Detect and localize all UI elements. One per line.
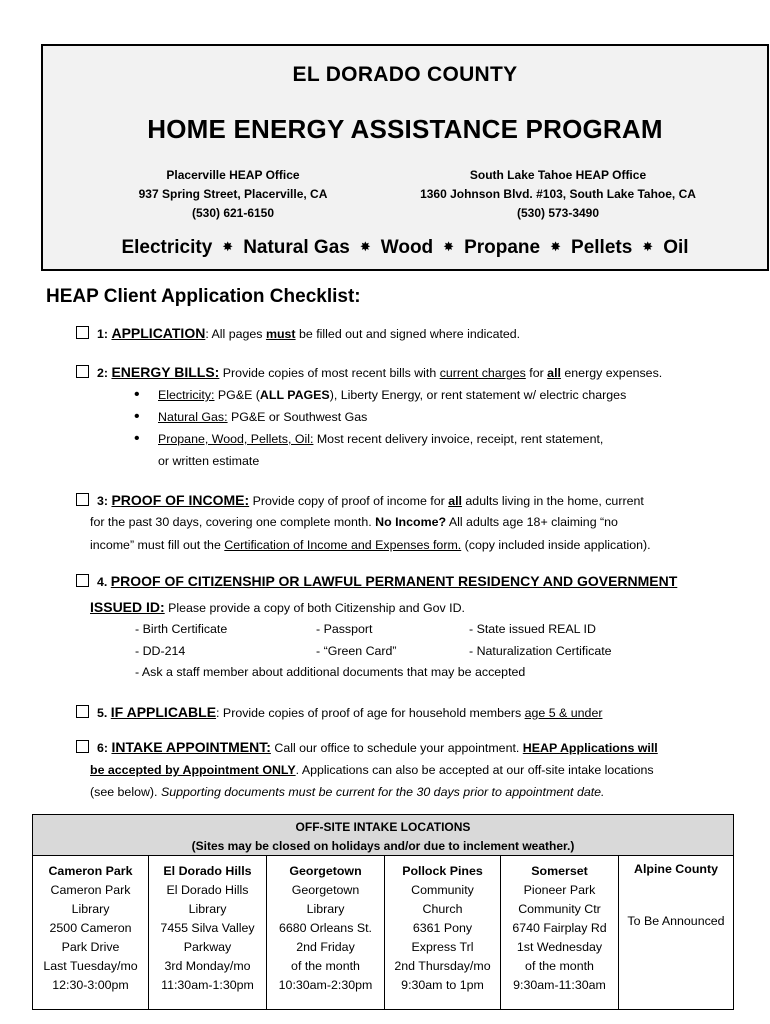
location-line: 6680 Orleans St. [279,921,372,935]
bullet-label: Electricity: [158,388,215,402]
item-number: 3: [97,494,112,508]
citizenship-line-2 [90,596,465,619]
energy-bills-list [140,384,626,472]
energy-type: Wood [380,237,434,258]
emphasis: be accepted by Appointment ONLY [90,763,296,777]
emphasis: all [448,494,462,508]
location-line: 2nd Friday [296,940,355,954]
item-text: be filled out and signed where indicated. [295,327,521,341]
intake-line-2 [90,759,654,781]
checkbox[interactable] [76,705,89,718]
item-number: 2: [97,366,112,380]
location-line: Park Drive [61,940,120,954]
table-subtitle: (Sites may be closed on holidays and/or due to inclement weather.) [191,839,575,853]
checklist-item-if-applicable [76,701,602,724]
list-item [140,428,626,472]
location-line: Last Tuesday/mo [43,959,138,973]
location-line: Community [411,883,474,897]
checklist-item-application [76,322,520,345]
south-lake-tahoe-office [398,166,718,223]
item-text: Provide copy of proof of income for [249,494,449,508]
energy-type: Electricity [121,237,213,258]
location-line: 3rd Monday/mo [164,959,251,973]
emphasis: ALL PAGES [259,388,330,402]
emphasis: current charges [439,366,526,380]
item-text: energy expenses. [560,366,663,380]
office-address: 937 Spring Street, Placerville, CA [138,187,328,201]
location-line: Library [71,902,110,916]
item-text: : All pages [205,327,266,341]
bullet-label: Natural Gas: [158,410,228,424]
location-line: Parkway [183,940,232,954]
location-line: Library [306,902,345,916]
document-type: - “Green Card” [316,643,397,658]
item-text: Provide copies of most recent bills with [219,366,440,380]
checkbox[interactable] [76,326,89,339]
item-text: : Provide copies of proof of age for household members [216,706,525,720]
energy-type: Propane [464,237,541,258]
location-line: El Dorado Hills [166,883,249,897]
location-line: 2nd Thursday/mo [394,959,491,973]
certification-form-link: Certification of Income and Expenses form. [224,538,462,552]
document-row [135,619,612,641]
emphasis: HEAP Applications will [522,741,658,755]
item-text: Please provide a copy of both Citizenship and Gov ID. [164,601,465,615]
location-line: 6361 Pony [412,921,473,935]
energy-types [43,237,767,259]
location-somerset [501,856,619,1009]
documents-note: - Ask a staff member about additional documents that may be accepted [135,665,526,679]
location-alpine-county [619,856,733,1009]
offsite-locations-table [32,814,734,1010]
office-phone: (530) 621-6150 [191,206,275,220]
checklist-item-proof-of-income [76,489,736,512]
item-text: for the past 30 days, covering one complete month. [90,515,376,529]
item-text: (copy included inside application). [461,538,651,552]
energy-type: Oil [663,237,689,258]
checkbox[interactable] [76,740,89,753]
county-name: EL DORADO COUNTY [292,63,518,86]
list-item [140,384,626,406]
emphasis: must [265,327,296,341]
location-line: Pioneer Park [523,883,596,897]
item-number: 4. [97,575,111,589]
bullet-text: PG&E ( [214,388,260,402]
placerville-office [113,166,353,223]
document-type: - State issued REAL ID [469,622,596,636]
location-line: 6740 Fairplay Rd [512,921,607,935]
item-text: adults living in the home, current [461,494,644,508]
location-line: 9:30am-11:30am [513,978,606,992]
item-text: (see below). [90,785,161,799]
bullet-separator-icon: ✸ [359,239,371,254]
document-type: - Birth Certificate [135,622,228,636]
bullet-separator-icon: ✸ [443,239,455,254]
bullet-text: PG&E or Southwest Gas [227,410,368,424]
location-line: Library [188,902,227,916]
document-type: - DD-214 [135,643,186,658]
location-line: Cameron Park [50,883,131,897]
location-line: 2500 Cameron [49,921,132,935]
location-line: 9:30am to 1pm [401,978,484,992]
location-line: 11:30am-1:30pm [161,978,254,992]
office-name: Placerville HEAP Office [166,168,300,182]
location-line: Georgetown [291,883,360,897]
citizenship-documents [135,619,612,684]
checkbox[interactable] [76,365,89,378]
item-heading: IF APPLICABLE [110,704,217,720]
location-name: Alpine County [634,862,718,876]
list-item [140,406,626,428]
location-line: Community Ctr [518,902,601,916]
checklist-item-intake-appointment [76,736,658,759]
item-text: Call our office to schedule your appointment. [270,741,523,755]
location-line: of the month [525,959,594,973]
location-name: El Dorado Hills [163,864,252,878]
item-number: 1: [97,327,112,341]
location-name: Pollock Pines [402,864,483,878]
italic-note: Supporting documents must be current for the 30 days prior to appointment date. [160,785,605,799]
emphasis: age 5 & under [524,706,603,720]
emphasis: all [547,366,561,380]
checklist-title: HEAP Client Application Checklist: [46,286,361,307]
location-line: of the month [291,959,360,973]
item-text: for [525,366,548,380]
intake-line-3 [90,781,605,803]
table-title: OFF-SITE INTAKE LOCATIONS [295,820,471,834]
item-number: 5. [97,706,111,720]
energy-type: Natural Gas [243,237,350,258]
bullet-separator-icon: ✸ [550,239,562,254]
location-line: Church [422,902,463,916]
location-name: Georgetown [289,864,362,878]
bullet-text: or written estimate [158,454,260,468]
location-name: Cameron Park [48,864,133,878]
table-header [32,814,734,856]
income-line-3 [90,534,651,556]
office-name: South Lake Tahoe HEAP Office [469,168,647,182]
location-name: Somerset [531,864,588,878]
item-heading: INTAKE APPOINTMENT: [111,739,271,755]
location-line: 1st Wednesday [516,940,603,954]
location-line: 10:30am-2:30pm [278,978,373,992]
checkbox[interactable] [76,493,89,506]
location-el-dorado-hills [149,856,267,1009]
office-phone: (530) 573-3490 [516,206,600,220]
item-number: 6: [97,741,112,755]
location-line: 7455 Silva Valley [160,921,255,935]
location-cameron-park [33,856,149,1009]
bullet-text: ), Liberty Energy, or rent statement w/ electric charges [329,388,627,402]
item-heading: APPLICATION [111,325,206,341]
document-type: - Passport [316,622,373,636]
energy-type: Pellets [571,237,633,258]
item-text: All adults age 18+ claiming “no [446,515,618,529]
item-text: . Applications can also be accepted at our off-site intake locations [295,763,654,777]
item-heading: PROOF OF CITIZENSHIP OR LAWFUL PERMANENT RESIDENCY AND GOVERNMENT [110,573,678,589]
bullet-separator-icon: ✸ [222,239,234,254]
emphasis: No Income? [375,515,447,529]
checklist-item-energy-bills [76,361,662,384]
income-line-2 [90,511,618,533]
bullet-separator-icon: ✸ [642,239,654,254]
item-heading: ISSUED ID: [90,599,165,615]
program-header [41,44,769,271]
item-text: income” must fill out the [90,538,225,552]
checkbox[interactable] [76,574,89,587]
locations-row [32,856,734,1010]
location-line: To Be Announced [627,914,725,928]
location-georgetown [267,856,385,1009]
location-pollock-pines [385,856,501,1009]
location-line: Express Trl [411,940,474,954]
location-line: 12:30-3:00pm [52,978,129,992]
office-address: 1360 Johnson Blvd. #103, South Lake Tahoe, CA [420,187,696,201]
bullet-label: Propane, Wood, Pellets, Oil: [158,432,314,446]
checklist-item-citizenship [76,570,677,593]
program-title: HOME ENERGY ASSISTANCE PROGRAM [147,114,663,144]
item-heading: ENERGY BILLS: [111,364,220,380]
document-row [135,641,612,663]
bullet-text: Most recent delivery invoice, receipt, rent statement, [313,432,604,446]
document-type: - Naturalization Certificate [469,643,612,658]
item-heading: PROOF OF INCOME: [111,492,250,508]
